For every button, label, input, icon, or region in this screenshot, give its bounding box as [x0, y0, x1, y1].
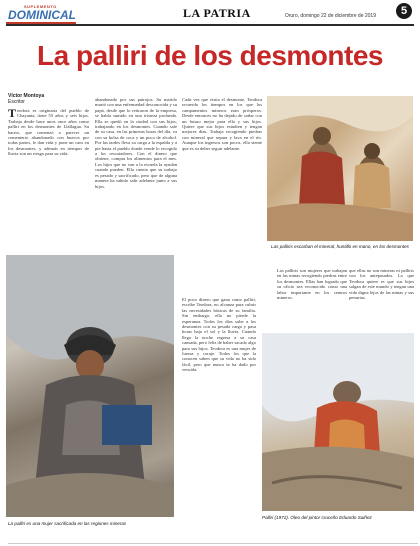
column-1-text: eodora es originaria del pueblo de Chayanta, tiene 55 años y seis hijos. Trabaja desde hace unos once años como palliri en los desmontes de Llallagua. Su barrio, que comenzó a parecer un cementerio abandonado con huecos por todas partes, le dan vida y pone un caos en los desmontes, y además en tiempos de lluvia son un riesgo para su vida.	[8, 108, 89, 157]
supplement-logo	[6, 4, 86, 24]
painting-palliri-1972	[262, 333, 414, 511]
photo-2-caption: La palliri es una mujer sacrificada en las regiones mineras	[8, 521, 127, 526]
column-6-text: que ellas no son mineras ni palliris con los antepasados. Lo que Teodora quiere es que sus hijos salgan de este mundo y tengan una vida digna lejos de las minas y sus penurias.	[349, 268, 414, 301]
article-column-4	[182, 297, 256, 542]
page-number-badge: 5	[396, 3, 412, 19]
column-5-text: Las palliris son mujeres que trabajan en las minas recogiendo piedras entre los desmontes. Ellas han logrado que su oficio sea reconocido como una labor importante en los centros mineros.	[277, 268, 347, 301]
author-name: Víctor Montoya	[8, 93, 45, 99]
photo-palliri-mujer	[6, 255, 174, 517]
page-footer-rule	[8, 543, 418, 544]
photo-3-caption: Palliri (1972). Óleo del pintor cruceño Eduardo Saiñez	[262, 515, 372, 520]
column-2-text: abandonado por sus patrojos. Su marido murió con una enfermedad desconocida y su papá, desde que lo retiraron de la empresa, se había sumido en una tristeza profunda. Ella se quedó en la ciudad con sus hijos, trabajando en los desmontes. Cuando sale de su casa, en las primeras horas del día, va con su bolsa de coca y un poco de alcohol. Por las tardes lleva su carga a la espalda y a pie hasta el pueblo donde vende lo recogido a los rescatadores. Con el dinero que obtiene, compra los alimentos para el mes. Los hijos que no van a la escuela la ayudan cuando pueden. Ella cuenta que su trabajo es pesado y sacrificado, pero que de alguna manera ha sabido salir adelante junto a sus hijos.	[95, 97, 177, 189]
article-column-5	[277, 268, 347, 328]
column-3-text: Cada vez que visita el desmonte, Teodora recuerda los tiempos en los que los campamentos mineros eran prósperos. Desde entonces no ha dejado de soñar con un futuro mejor para ella y sus hijos. Quiere que sus hijos estudien y tengan mejores días. Trabaja recogiendo piedras con mineral que separa y lava en el río. Aunque los ingresos son pocos, ella siente que es su deber seguir adelante.	[182, 97, 262, 151]
column-4-text: El poco dinero que gana como palliri, escribe Teodora, no alcanza para cubrir las necesidades básicas de su familia. Sin embargo, ella no pierde la esperanza. Todos los días sube a los desmontes con su pesada carga y pasa horas bajo el sol y la lluvia. Cuando llega la noche regresa a su casa cansada, pero feliz de haber sacado algo para sus hijos. Teodora es una mujer de fuerza y coraje. Todos los que la conocen saben que su vida no ha sido fácil, pero que nunca se ha dado por vencida.	[182, 297, 256, 373]
issue-date: Oruro, domingo 22 de diciembre de 2019	[284, 13, 376, 19]
article-headline: La palliri de los desmontes	[37, 40, 383, 71]
article-column-1	[8, 108, 89, 248]
photo-palliri-mujer-art	[6, 255, 174, 517]
brand-title: DOMINICAL	[8, 8, 76, 22]
drop-cap: T	[8, 106, 17, 120]
photo-palliri-desmontes	[267, 96, 413, 241]
painting-palliri-1972-art	[262, 333, 414, 511]
article-column-6	[349, 268, 414, 328]
photo-palliri-desmontes-art	[267, 96, 413, 241]
article-column-3	[182, 97, 262, 245]
page-header	[0, 0, 420, 34]
byline	[8, 93, 44, 105]
supplement-label: SUPLEMENTO	[24, 4, 57, 9]
author-role: Escritor	[8, 99, 25, 105]
photo-1-caption: Las palliris escarban el mineral, huntillo en mano, en los desmontes	[271, 244, 409, 249]
newspaper-name: LA PATRIA	[183, 6, 251, 20]
header-divider	[6, 24, 414, 26]
